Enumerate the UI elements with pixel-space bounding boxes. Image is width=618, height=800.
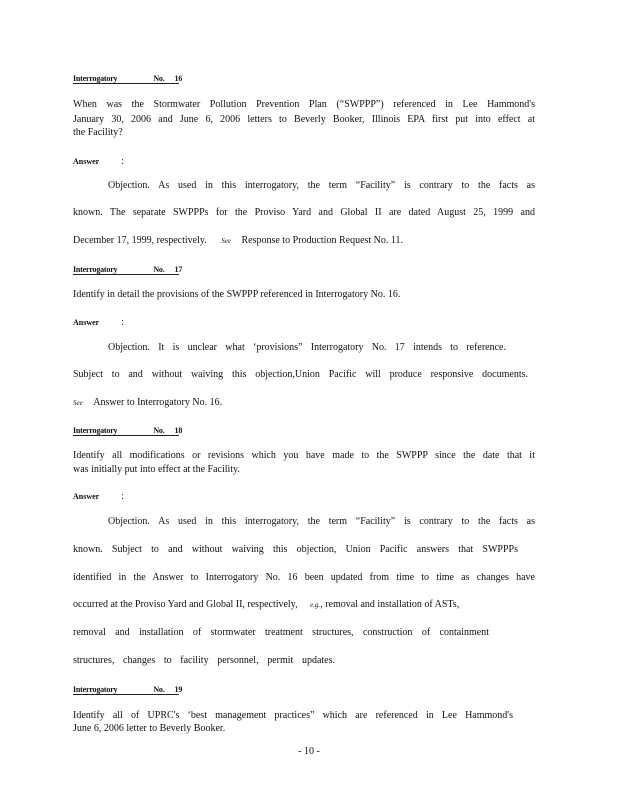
answer-16-label: Answer :: [73, 156, 124, 167]
interrogatory-18-question-line-2: was initially put into effect at the Facility.: [73, 464, 240, 475]
answer-16-line-3: December 17, 1999, respectively. See Response to Production Request No. 11.: [73, 235, 404, 246]
interrogatory-16-heading: Interrogatory No. 16: [73, 74, 183, 83]
interrogatory-16-question-line-3: the Facility?: [73, 127, 123, 138]
interrogatory-19-question-line-1: Identify all of UPRC's ‘best management practices” which are referenced in Lee Hammond's: [73, 710, 513, 721]
answer-18-line-6: structures, changes to facility personnel, permit updates.: [73, 655, 335, 666]
interrogatory-18-heading: Interrogatory No. 18: [73, 426, 183, 435]
answer-16-line-1: Objection. As used in this interrogatory, the term “Facility” is contrary to the facts as: [108, 180, 535, 191]
answer-16-line-2: known. The separate SWPPPs for the Proviso Yard and Global II are dated August 25, 1999 and: [73, 207, 535, 218]
interrogatory-19-question-line-2: June 6, 2006 letter to Beverly Booker.: [73, 723, 226, 734]
interrogatory-17-heading: Interrogatory No. 17: [73, 265, 183, 274]
answer-17-line-3: See Answer to Interrogatory No. 16.: [73, 397, 223, 408]
answer-18-label: Answer :: [73, 491, 124, 502]
interrogatory-17-question-line-1: Identify in detail the provisions of the SWPPP referenced in Interrogatory No. 16.: [73, 289, 401, 300]
interrogatory-19-heading: Interrogatory No. 19: [73, 685, 183, 694]
answer-18-line-4: occurred at the Proviso Yard and Global II, respectively, e.g., removal and installation of ASTs,: [73, 599, 460, 610]
answer-17-line-2: Subject to and without waiving this objection,Union Pacific will produce responsive documents.: [73, 369, 528, 380]
answer-17-line-1: Objection. It is unclear what ‘provisions” Interrogatory No. 17 intends to reference.: [108, 342, 506, 353]
interrogatory-16-question-line-2: January 30, 2006 and June 6, 2006 letters to Beverly Booker, Illinois EPA first put into effect at: [73, 114, 535, 125]
answer-18-line-3: identified in the Answer to Interrogatory No. 16 been updated from time to time as changes have: [73, 572, 535, 583]
page-number: - 10 -: [298, 746, 320, 757]
interrogatory-18-question-line-1: Identify all modifications or revisions which you have made to the SWPPP since the date that it: [73, 450, 535, 461]
answer-18-line-1: Objection. As used in this interrogatory, the term “Facility” is contrary to the facts as: [108, 516, 535, 527]
answer-17-label: Answer :: [73, 317, 124, 328]
interrogatory-16-question-line-1: When was the Stormwater Pollution Prevention Plan (“SWPPP”) referenced in Lee Hammond's: [73, 99, 535, 110]
answer-18-line-2: known. Subject to and without waiving this objection, Union Pacific answers that SWPPPs: [73, 544, 518, 555]
answer-18-line-5: removal and installation of stormwater treatment structures, construction of containment: [73, 627, 489, 638]
